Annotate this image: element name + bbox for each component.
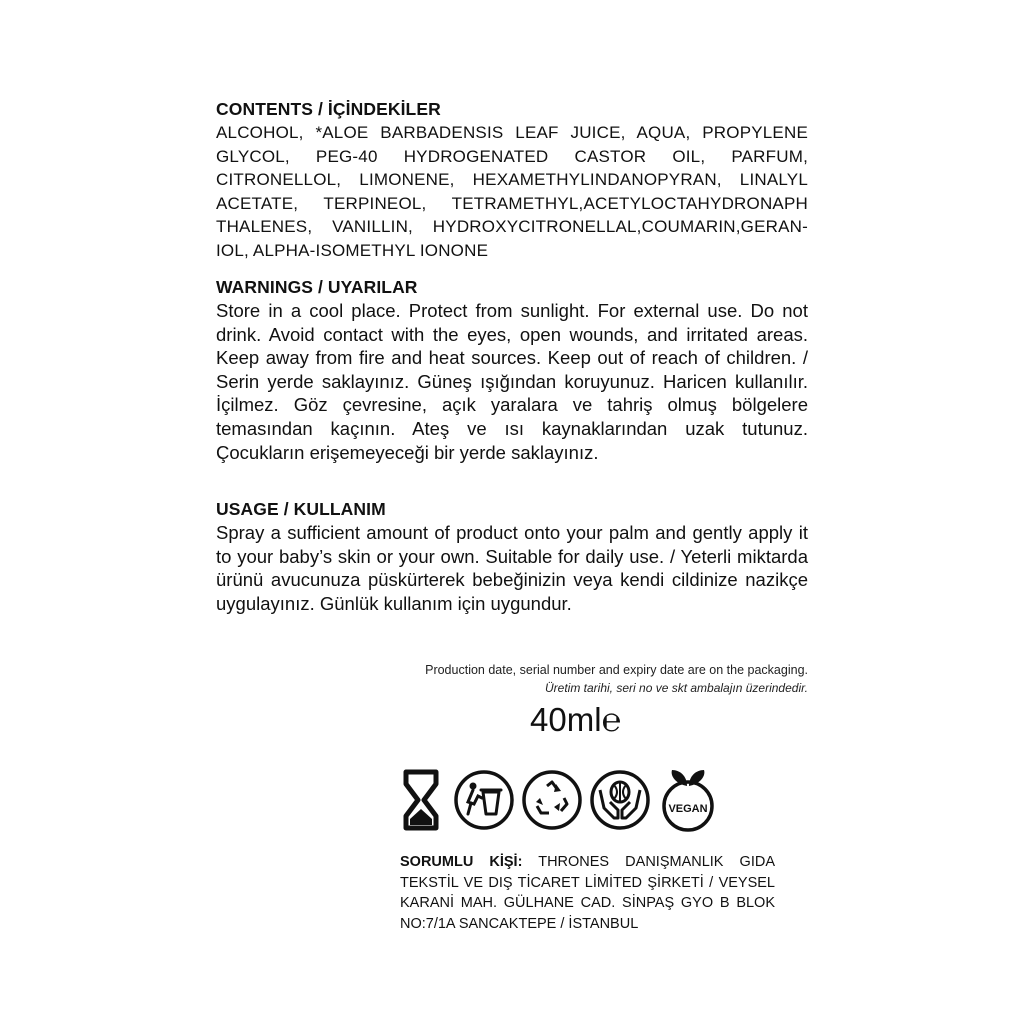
estimated-sign-icon: ℮ [601,701,622,738]
usage-section [216,498,808,615]
symbols-row [400,768,730,834]
usage-heading: USAGE / KULLANIM [216,499,386,519]
volume-label [530,700,621,740]
recycle-icon [520,768,584,832]
vegan-text: VEGAN [668,803,708,815]
vegan-icon [656,768,720,832]
contents-text: ALCOHOL, *ALOE BARBADENSIS LEAF JUICE, AQUA, PROPYLENE GLYCOL, PEG-40 HYDROGENATED CASTOR OIL, PARFUM, CITRONELLOL, LIMONENE, HEXAMETHYLINDANOPYRAN, LINALYL ACETATE, TERPINEOL, TETRAMETHYL,ACETYLOCTAHYDRONAPH THALENES, VANILLIN, HYDROXYCITRONELLAL,COUMARIN,GERAN-IOL, ALPHA-ISOMETHYL IONONE [216,123,808,260]
responsible-text: THRONES DANIŞMANLIK GIDA TEKSTİL VE DIŞ TİCARET LİMİTED ŞİRKETİ / VEYSEL KARANİ MAH. GÜLHANE CAD. SİNPAŞ GYO B BLOK NO:7/1A SANCAKTEPE / İSTANBUL [400,854,776,932]
usage-text: Spray a sufficient amount of product onto your palm and gently apply it to your baby’s skin or your own. Suitable for daily use. / Yeterli miktarda ürünü avucunuza püskürterek bebeğinizin veya kendi cildinize nazikçe uygulayınız. Günlük kullanım için uygundur. [216,522,808,614]
warnings-text: Store in a cool place. Protect from sunlight. For external use. Do not drink. Avoid contact with the eyes, open wounds, and irritated areas. Keep away from fire and heat sources. Keep out of reach of children. / Serin yerde saklayınız. Güneş ışığından koruyunuz. Haricen kullanılır. İçilmez. Göz çevresine, açık yaralara ve tahriş olmuş bölgelere temasından kaçının. Ateş ve ısı kaynaklarından uzak tutunuz. Çocukların erişemeyeceği bir yerde saklayınız. [216,300,808,463]
production-note [425,661,808,697]
responsible-person [400,852,775,934]
trash-bin-icon [452,768,516,832]
production-note-english: Production date, serial number and expiry date are on the packaging. [425,663,808,677]
warnings-section [216,276,808,464]
protect-hands-icon [588,768,652,832]
contents-section [216,98,808,262]
warnings-heading: WARNINGS / UYARILAR [216,277,418,297]
responsible-label: SORUMLU KİŞİ: [400,854,523,870]
contents-heading: CONTENTS / İÇİNDEKİLER [216,99,441,119]
production-note-turkish: Üretim tarihi, seri no ve skt ambalajın üzerindedir. [545,681,808,695]
volume-amount: 40ml [530,701,602,738]
